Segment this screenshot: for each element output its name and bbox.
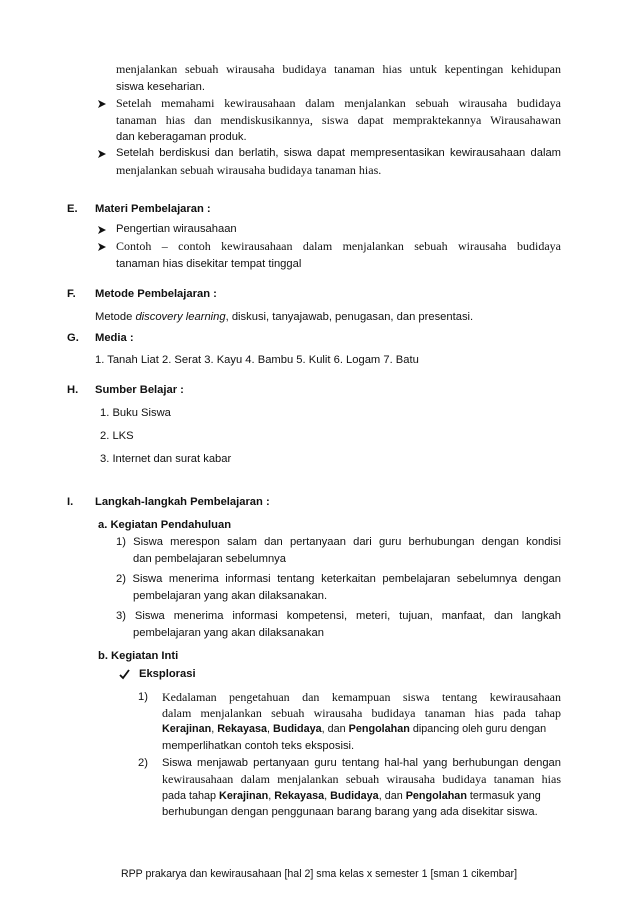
eksplorasi-title: Eksplorasi [139, 668, 196, 680]
eksplorasi-item-2-line-4: berhubungan dengan penggunaan barang barang yang ada disekitar siswa. [162, 806, 538, 818]
arrow-bullet-icon [97, 242, 107, 252]
pendahuluan-item-1-line-1: 1) Siswa merespon salam dan pertanyaan dari guru berhubungan dengan kondisi [116, 536, 561, 548]
eksplorasi-item-1-line-4: memperlihatkan contoh teks eksposisi. [162, 740, 355, 752]
section-e-bullet-1: Pengertian wirausahaan [116, 223, 237, 235]
pendahuluan-item-1-line-2: dan pembelajaran sebelumnya [133, 553, 286, 565]
section-i-letter: I. [67, 496, 74, 508]
section-g-letter: G. [67, 332, 79, 344]
arrow-bullet-icon [97, 149, 107, 159]
top-bullet-2-line-1: Setelah berdiskusi dan berlatih, siswa dapat mempresentasikan kewirausahaan dalam [116, 147, 561, 159]
arrow-bullet-icon [97, 225, 107, 235]
section-e-bullet-2-line-1: Contoh – contoh kewirausahaan dalam menjalankan sebuah wirausaha budidaya [116, 239, 561, 253]
section-h-item-2: 2. LKS [100, 430, 134, 442]
section-g-text: 1. Tanah Liat 2. Serat 3. Kayu 4. Bambu 5. Kulit 6. Logam 7. Batu [95, 354, 419, 366]
section-i-title: Langkah-langkah Pembelajaran : [95, 496, 270, 508]
pendahuluan-item-3-line-2: pembelajaran yang akan dilaksanakan [133, 627, 324, 639]
eksplorasi-item-1-line-2: dalam menjalankan sebuah wirausaha budidaya tanaman hias pada tahap [162, 706, 561, 720]
eksplorasi-item-1-number: 1) [138, 691, 148, 703]
kegiatan-inti-title: b. Kegiatan Inti [98, 650, 179, 662]
section-e-letter: E. [67, 203, 78, 215]
section-f-title: Metode Pembelajaran : [95, 288, 217, 300]
pendahuluan-item-3-line-1: 3) Siswa menerima informasi kompetensi, meteri, tujuan, manfaat, dan langkah [116, 610, 561, 622]
eksplorasi-item-1-line-1: Kedalaman pengetahuan dan kemampuan siswa tentang kewirausahaan [162, 690, 561, 704]
top-line-2: siswa keseharian. [116, 81, 205, 93]
arrow-bullet-icon [97, 99, 107, 109]
section-h-item-3: 3. Internet dan surat kabar [100, 453, 232, 465]
section-h-item-1: 1. Buku Siswa [100, 407, 171, 419]
top-bullet-1-line-3: dan keberagaman produk. [116, 131, 247, 143]
section-e-bullet-2-line-2: tanaman hias disekitar tempat tinggal [116, 258, 302, 270]
eksplorasi-item-2-line-2: kewirausahaan dalam menjalankan sebuah wirausaha budidaya tanaman hias [162, 772, 561, 786]
top-bullet-1-line-1: Setelah memahami kewirausahaan dalam menjalankan sebuah wirausaha budidaya [116, 96, 561, 110]
top-bullet-2-line-2: menjalankan sebuah wirausaha budidaya tanaman hias. [116, 163, 382, 177]
section-e-title: Materi Pembelajaran : [95, 203, 211, 215]
top-bullet-1-line-2: tanaman hias dan mendiskusikannya, siswa dapat mempraktekannya Wirausahawan [116, 113, 561, 127]
section-h-title: Sumber Belajar : [95, 384, 184, 396]
top-line-1: menjalankan sebuah wirausaha budidaya tanaman hias untuk kepentingan kehidupan [116, 62, 561, 76]
pendahuluan-item-2-line-2: pembelajaran yang akan dilaksanakan. [133, 590, 328, 602]
section-g-title: Media : [95, 332, 134, 344]
section-f-letter: F. [67, 288, 76, 300]
page-footer: RPP prakarya dan kewirausahaan [hal 2] sma kelas x semester 1 [sman 1 cikembar] [120, 868, 518, 880]
eksplorasi-item-2-line-3: pada tahap Kerajinan, Rekayasa, Budidaya, dan Pengolahan termasuk yang [162, 790, 541, 802]
eksplorasi-item-2-line-1: Siswa menjawab pertanyaan guru tentang hal-hal yang berhubungan dengan [162, 757, 561, 769]
section-h-letter: H. [67, 384, 79, 396]
eksplorasi-item-2-number: 2) [138, 757, 148, 769]
kegiatan-pendahuluan-title: a. Kegiatan Pendahuluan [98, 519, 232, 531]
eksplorasi-item-1-line-3: Kerajinan, Rekayasa, Budidaya, dan Pengolahan dipancing oleh guru dengan [162, 723, 547, 735]
section-f-text: Metode discovery learning, diskusi, tanyajawab, penugasan, dan presentasi. [95, 311, 474, 323]
checkmark-icon [119, 669, 130, 680]
pendahuluan-item-2-line-1: 2) Siswa menerima informasi tentang keterkaitan pembelajaran sebelumnya dengan [116, 573, 561, 585]
